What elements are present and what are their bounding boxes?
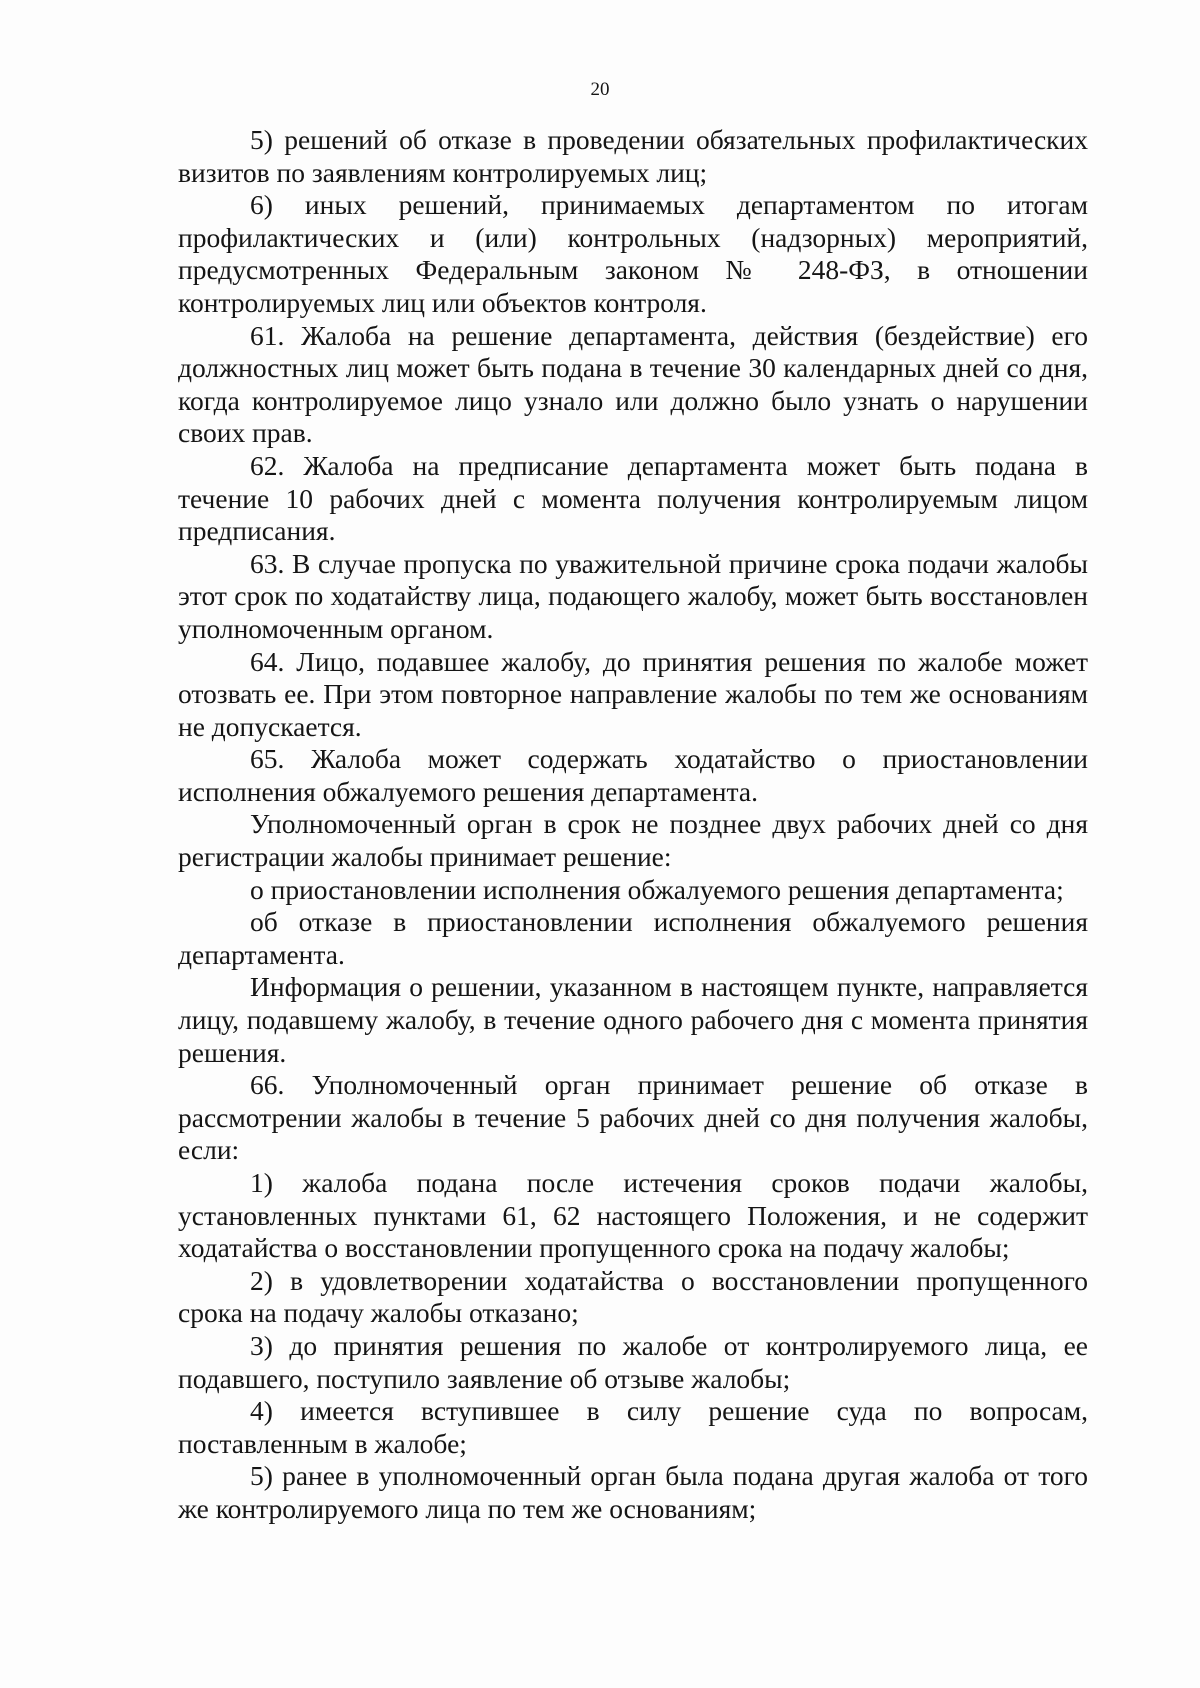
paragraph-65-refusal-suspension: об отказе в приостановлении исполнения обжалуемого решения департамента. xyxy=(178,906,1088,970)
paragraph-66-item-2: 2) в удовлетворении ходатайства о восстановлении пропущенного срока на подачу жалобы отказано; xyxy=(178,1264,1088,1329)
paragraph-65-suspension: о приостановлении исполнения обжалуемого решения департамента; xyxy=(250,873,1064,905)
paragraph-66: 66. Уполномоченный орган принимает решение об отказе в рассмотрении жалобы в течение 5 рабочих дней со дня получения жалобы, если: xyxy=(178,1069,1088,1166)
paragraph-65-information: Информация о решении, указанном в настоящем пункте, направляется лицу, подавшему жалобу, в течение одного рабочего дня с момента принятия решения. xyxy=(178,971,1088,1068)
paragraph-item-6-other-decisions: 6) иных решений, принимаемых департаментом по итогам профилактических и (или) контрольных (надзорных) мероприятий, предусмотренных Федеральным законом № 248-ФЗ, в отношении контролируемых лиц или объектов контроля. xyxy=(178,189,1088,318)
paragraph-63: 63. В случае пропуска по уважительной причине срока подачи жалобы этот срок по ходатайству лица, подающего жалобу, может быть восстановлен уполномоченным органом. xyxy=(178,547,1088,644)
paragraph-66-item-5: 5) ранее в уполномоченный орган была подана другая жалоба от того же контролируемого лица по тем же основаниям; xyxy=(178,1460,1088,1524)
paragraph-64: 64. Лицо, подавшее жалобу, до принятия решения по жалобе может отозвать ее. При этом повторное направление жалобы по тем же основаниям не допускается. xyxy=(178,645,1088,742)
paragraph-66-item-4: 4) имеется вступившее в силу решение суда по вопросам, поставленным в жалобе; xyxy=(178,1395,1088,1459)
paragraph-65-authorized-body: Уполномоченный орган в срок не позднее двух рабочих дней со дня регистрации жалобы принимает решение: xyxy=(178,808,1088,873)
paragraph-66-item-1: 1) жалоба подана после истечения сроков подачи жалобы, установленных пунктами 61, 62 настоящего Положения, и не содержит ходатайства о восстановлении пропущенного срока на подачу жалобы; xyxy=(178,1167,1088,1264)
paragraph-61: 61. Жалоба на решение департамента, действия (бездействие) его должностных лиц может быть подана в течение 30 календарных дней со дня, когда контролируемое лицо узнало или должно было узнать о нарушении своих прав. xyxy=(178,319,1088,449)
paragraph-66-item-3: 3) до принятия решения по жалобе от контролируемого лица, ее подавшего, поступило заявление об отзыве жалобы; xyxy=(178,1329,1088,1394)
paragraph-62: 62. Жалоба на предписание департамента может быть подана в течение 10 рабочих дней с момента получения контролируемым лицом предписания. xyxy=(178,449,1088,547)
paragraph-65: 65. Жалоба может содержать ходатайство о приостановлении исполнения обжалуемого решения департамента. xyxy=(178,743,1088,807)
document-body xyxy=(178,124,1088,1526)
page-number: 20 xyxy=(590,79,610,100)
paragraph-item-5-refusal-visits: 5) решений об отказе в проведении обязательных профилактических визитов по заявлениям контролируемых лиц; xyxy=(178,124,1088,188)
